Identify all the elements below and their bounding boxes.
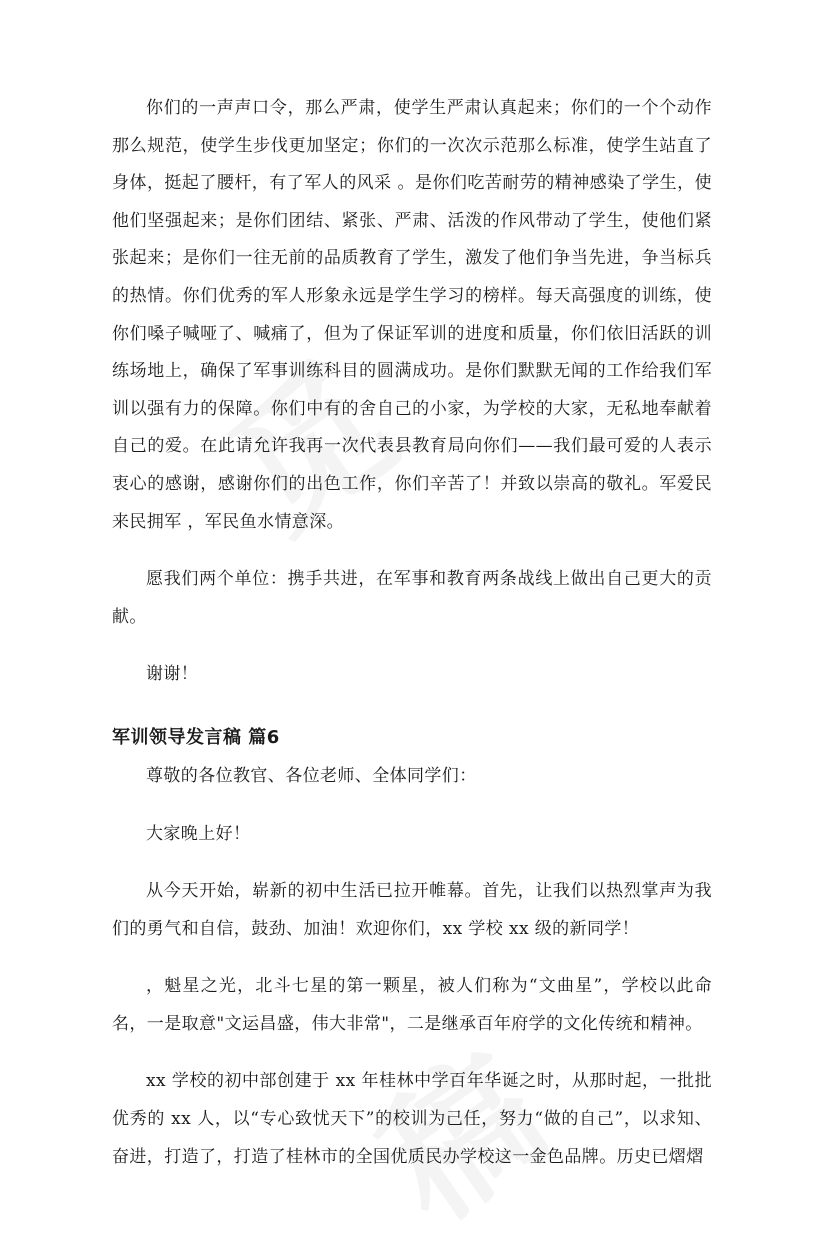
paragraph-greeting: 大家晚上好！ (146, 823, 251, 844)
paragraph-wish: 愿我们两个单位：携手共进，在军事和教育两条战线上做出自己更大的贡献。 (112, 569, 712, 627)
section-heading: 军训领导发言稿 篇6 (112, 726, 280, 748)
paragraph-salutation: 尊敬的各位教官、各位老师、全体同学们： (146, 765, 477, 786)
paragraph-welcome: 从今天开始，崭新的初中生活已拉开帷幕。首先，让我们以热烈掌声为我们的勇气和自信，鼓劲、加油！欢迎你们，xx 学校 xx 级的新同学！ (112, 881, 712, 939)
paragraph-thanks-military: 你们的一声声口令，那么严肃，使学生严肃认真起来；你们的一个个动作那么规范，使学生步伐更加坚定；你们的一次次示范那么标准，使学生站直了身体，挺起了腰杆，有了军人的风采 。是你们吃苦耐劳的精神感染了学生，使他们坚强起来；是你们团结、紧张、严肃、活泼的作风带动了学生，使他们紧张起来；是你们一往无前的品质教育了学生，激发了他们争当先进，争当标兵的热情。你们优秀的军人形象永远是学生学习的榜样。每天高强度的训练，使你们嗓子喊哑了、喊痛了，但为了保证军训的进度和质量，你们依旧活跃的训练场地上，确保了军事训练科目的圆满成功。是你们默默无闻的工作给我们军训以强有力的保障。你们中有的舍自己的小家，为学校的大家，无私地奉献着自己的爱。在此请允许我再一次代表县教育局向你们——我们最可爱的人表示衷心的感谢，感谢你们的出色工作，你们辛苦了！并致以崇高的敬礼。军爱民来民拥军 ，军民鱼水情意深。 (112, 98, 712, 532)
paragraph-school-name: ，魁星之光，北斗七星的第一颗星，被人们称为“文曲星”，学校以此命名，一是取意"文运昌盛，伟大非常"，二是继承百年府学的文化传统和精神。 (112, 976, 712, 1034)
document-body (112, 90, 712, 1176)
paragraph-school-history: xx 学校的初中部创建于 xx 年桂林中学百年华诞之时，从那时起，一批批优秀的 xx 人，以“专心致忧天下”的校训为己任，努力“做的自己”，以求知、奋进，打造了，打造了桂林市的全国优质民办学校这一金色品牌。历史已熠熠 (112, 1071, 712, 1167)
paragraph-thank-you: 谢谢！ (146, 664, 199, 685)
